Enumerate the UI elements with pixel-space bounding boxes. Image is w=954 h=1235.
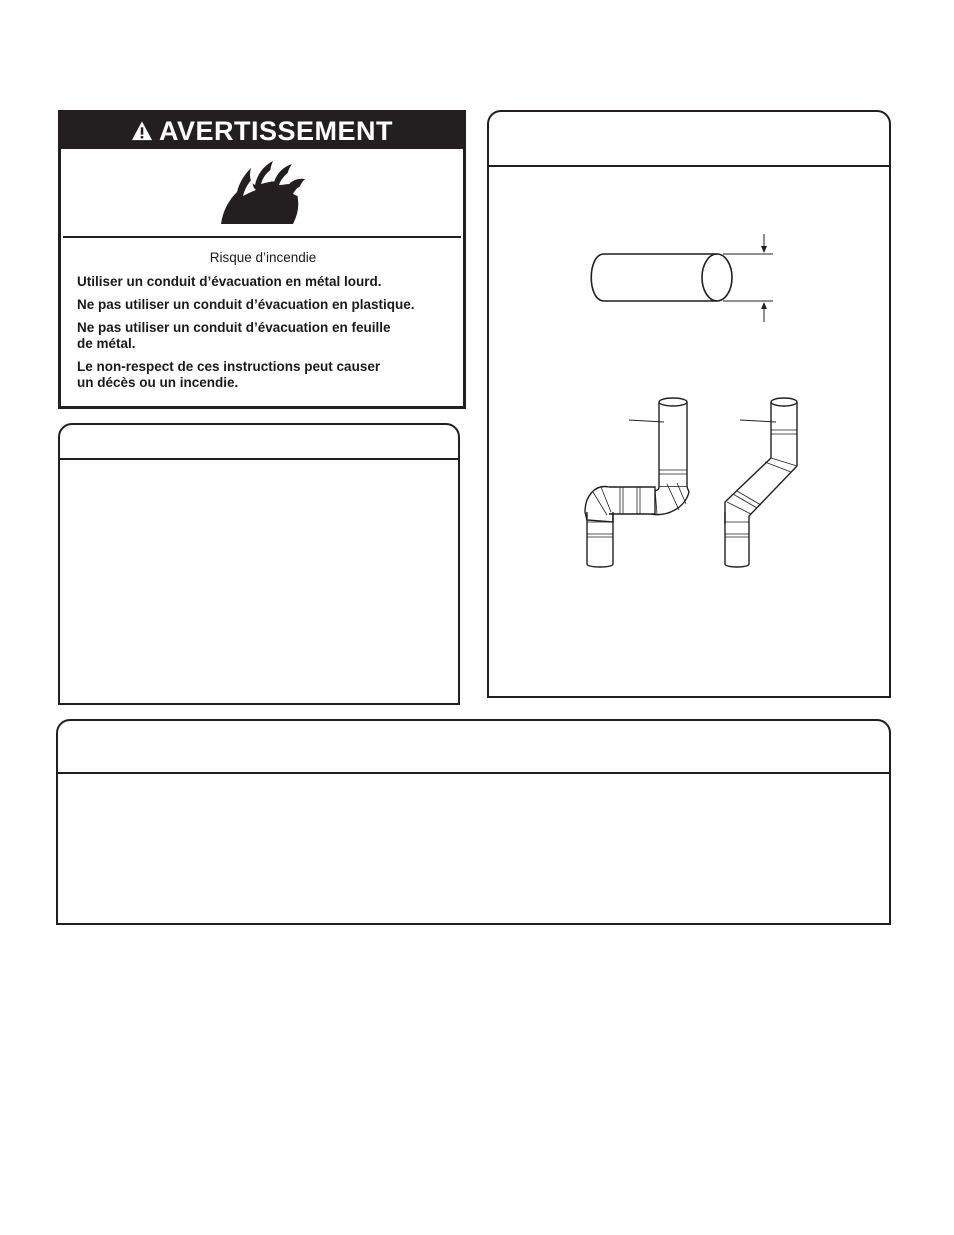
duct-diagram-panel bbox=[487, 110, 891, 698]
warning-line-1: Utiliser un conduit d’évacuation en métal lourd. bbox=[77, 274, 382, 289]
bottom-info-panel bbox=[56, 719, 891, 925]
duct-diagram bbox=[489, 112, 889, 696]
warning-subtitle: Risque d’incendie bbox=[209, 250, 317, 265]
elbow-duct-icon bbox=[585, 398, 689, 567]
warning-line-3: Ne pas utiliser un conduit d’évacuation en feuille de métal. bbox=[77, 320, 391, 351]
warning-line-2: Ne pas utiliser un conduit d’évacuation en plastique. bbox=[77, 297, 415, 312]
warning-text bbox=[61, 238, 463, 391]
hazard-icon-area bbox=[63, 149, 461, 238]
warning-title: AVERTISSEMENT bbox=[158, 115, 394, 146]
bottom-panel-header bbox=[58, 721, 889, 774]
offset-duct-icon bbox=[725, 398, 797, 567]
left-panel-header bbox=[60, 425, 458, 460]
warning-triangle-icon bbox=[131, 120, 153, 142]
fire-icon bbox=[217, 158, 307, 228]
rigid-duct-diameter-icon bbox=[591, 234, 773, 322]
warning-header bbox=[61, 113, 463, 149]
warning-line-4: Le non-respect de ces instructions peut causer un décès ou un incendie. bbox=[77, 359, 381, 390]
left-info-panel bbox=[58, 423, 460, 705]
warning-box bbox=[58, 110, 466, 409]
